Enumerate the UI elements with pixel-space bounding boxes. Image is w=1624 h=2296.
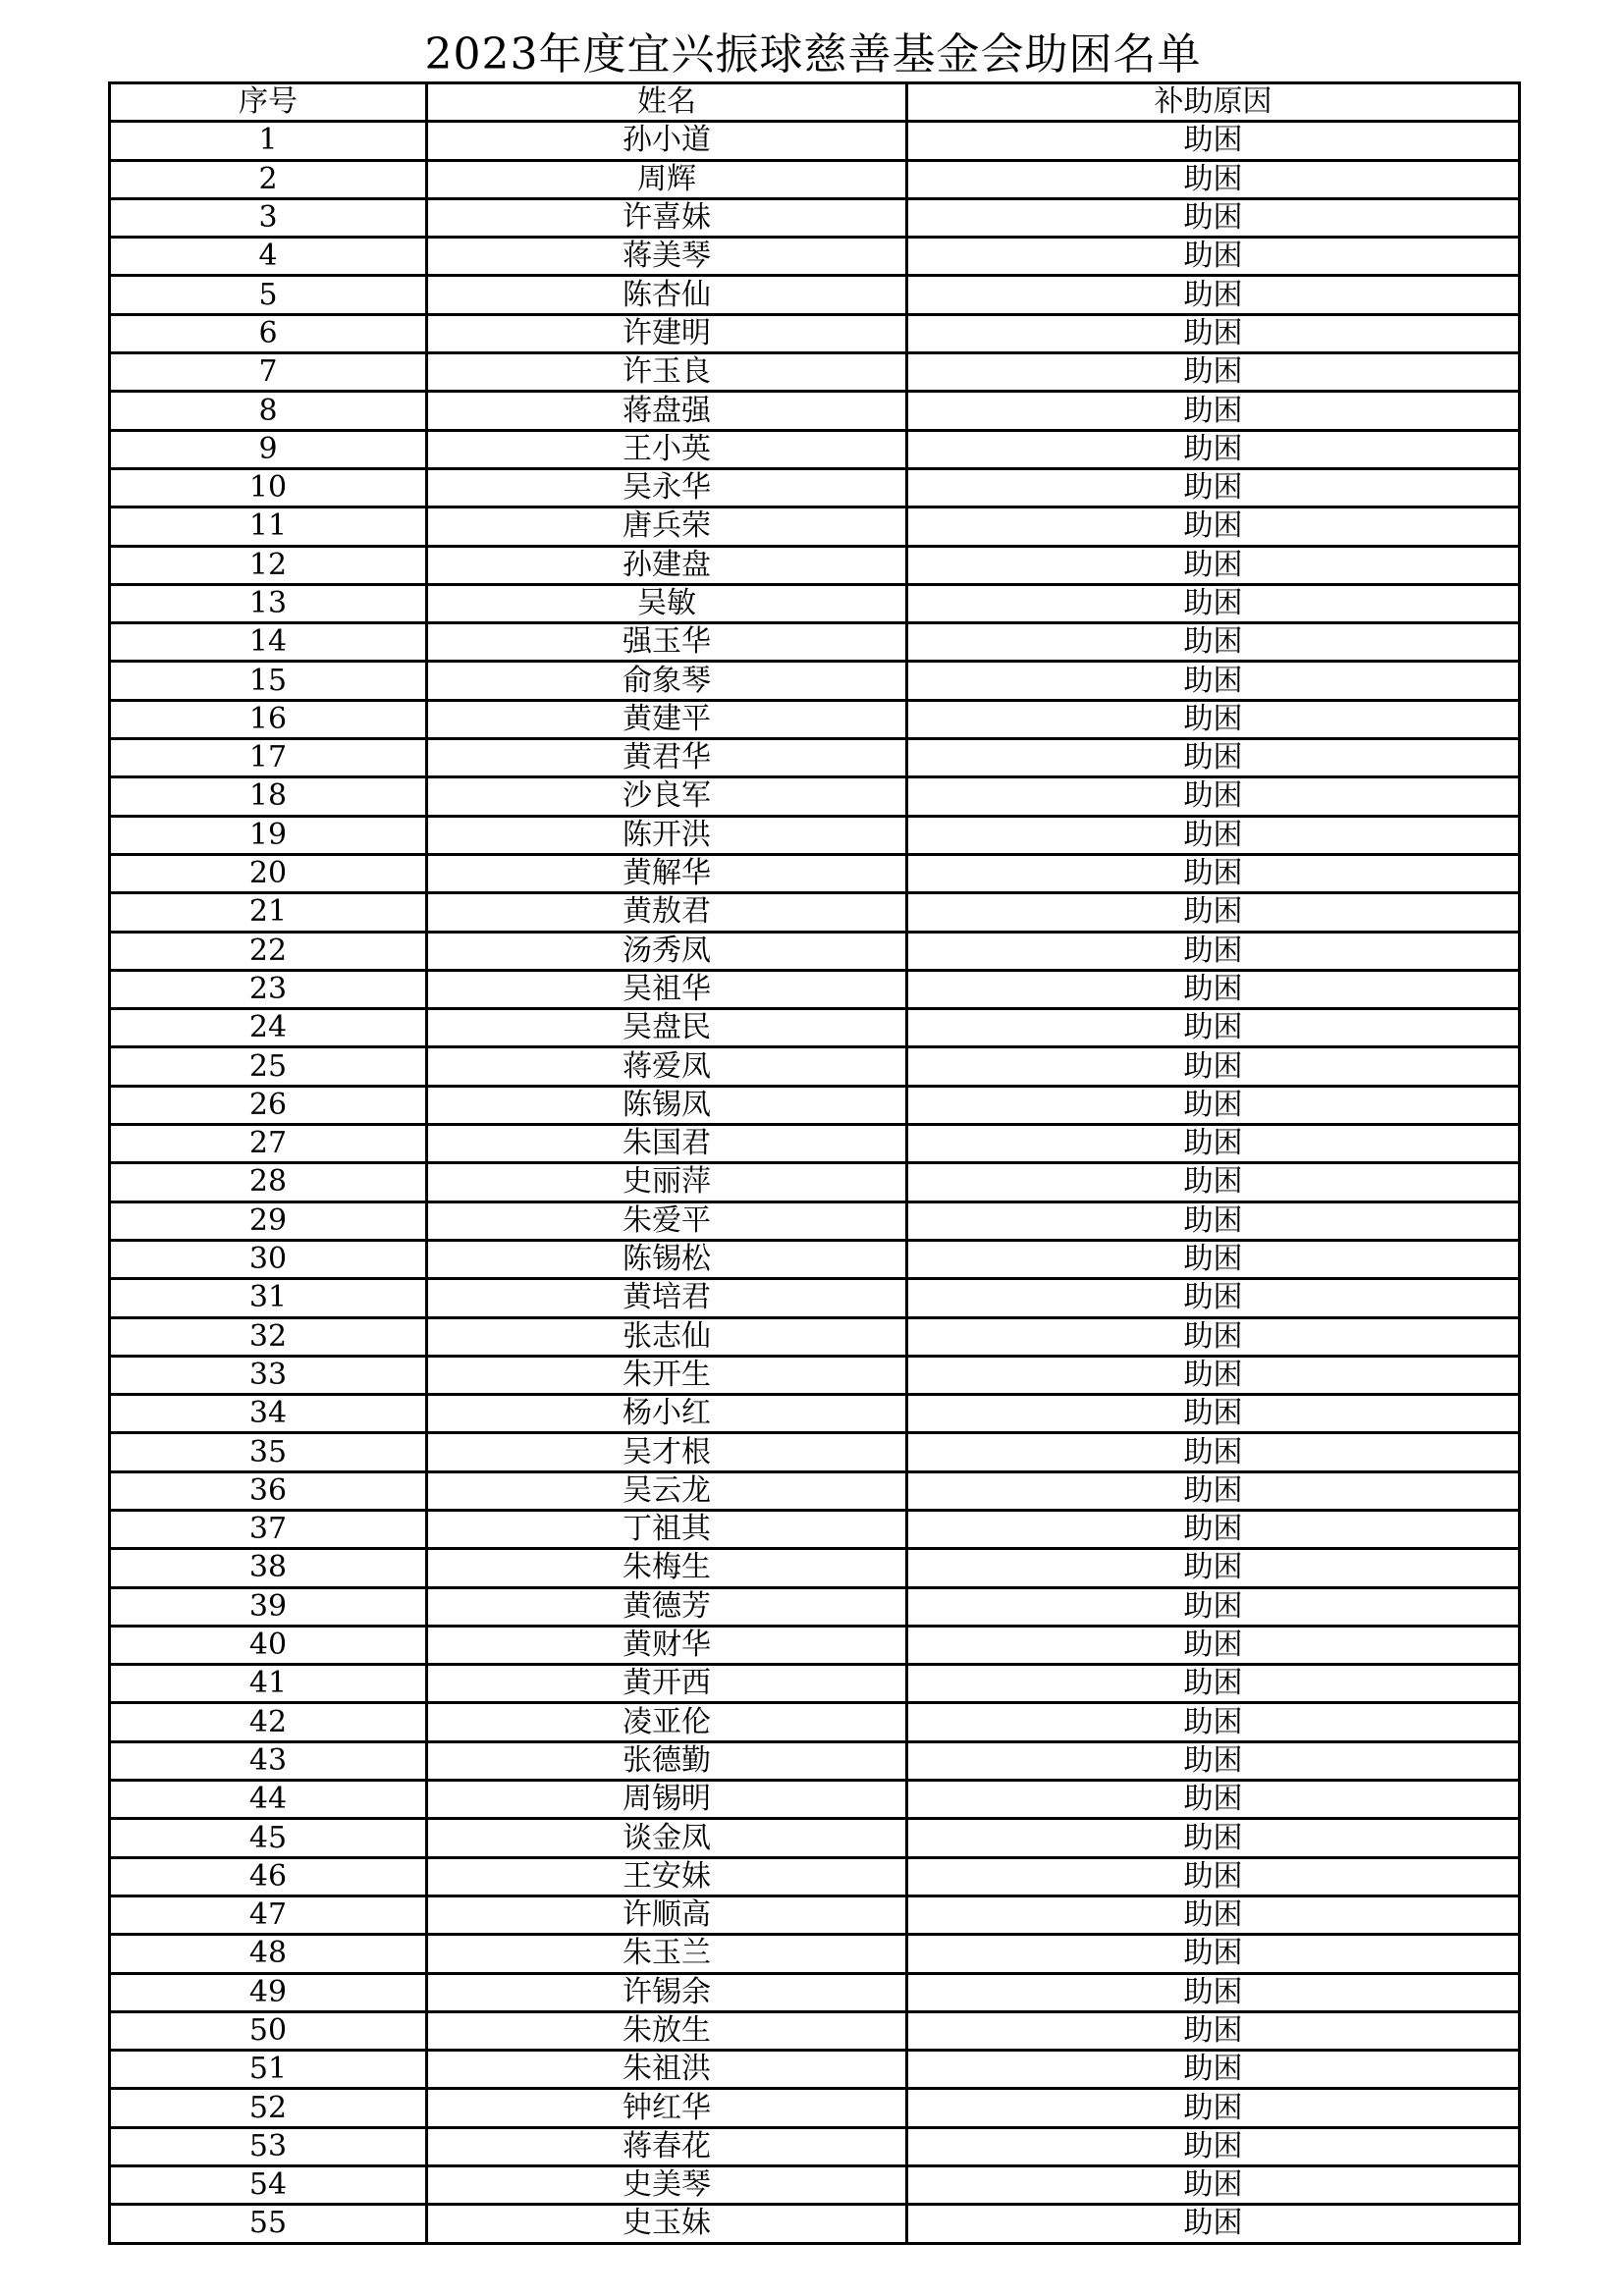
table-row [110, 1395, 1520, 1433]
cell-number: 46 [110, 1857, 427, 1896]
cell-name: 周锡明 [427, 1781, 907, 1819]
cell-reason: 助困 [907, 1587, 1520, 1626]
table-row [110, 198, 1520, 237]
cell-name: 许锡余 [427, 1973, 907, 2011]
cell-name: 吴永华 [427, 468, 907, 507]
table-row [110, 2127, 1520, 2165]
cell-number: 10 [110, 468, 427, 507]
cell-number: 3 [110, 198, 427, 237]
cell-name: 张志仙 [427, 1317, 907, 1356]
cell-reason: 助困 [907, 777, 1520, 816]
table-row [110, 777, 1520, 816]
cell-reason: 助困 [907, 700, 1520, 738]
cell-reason: 助困 [907, 468, 1520, 507]
cell-number: 30 [110, 1240, 427, 1278]
table-row [110, 314, 1520, 352]
cell-reason: 助困 [907, 1973, 1520, 2011]
cell-name: 吴才根 [427, 1433, 907, 1471]
cell-reason: 助困 [907, 122, 1520, 160]
cell-name: 黄解华 [427, 854, 907, 892]
cell-reason: 助困 [907, 584, 1520, 622]
table-row [110, 1279, 1520, 1317]
cell-name: 陈锡松 [427, 1240, 907, 1278]
cell-number: 15 [110, 662, 427, 700]
table-row [110, 160, 1520, 198]
cell-number: 41 [110, 1665, 427, 1703]
cell-number: 42 [110, 1703, 427, 1741]
cell-number: 48 [110, 1935, 427, 1973]
column-header-number: 序号 [110, 83, 427, 122]
cell-number: 31 [110, 1279, 427, 1317]
cell-reason: 助困 [907, 970, 1520, 1008]
table-row [110, 392, 1520, 430]
cell-number: 35 [110, 1433, 427, 1471]
table-row [110, 1781, 1520, 1819]
cell-name: 黄建平 [427, 700, 907, 738]
table-row [110, 739, 1520, 777]
table-row [110, 1973, 1520, 2011]
cell-number: 18 [110, 777, 427, 816]
cell-name: 朱祖洪 [427, 2051, 907, 2089]
cell-reason: 助困 [907, 854, 1520, 892]
table-row [110, 1896, 1520, 1934]
column-header-name: 姓名 [427, 83, 907, 122]
cell-number: 16 [110, 700, 427, 738]
cell-reason: 助困 [907, 2127, 1520, 2165]
cell-reason: 助困 [907, 2205, 1520, 2243]
cell-name: 黄德芳 [427, 1587, 907, 1626]
cell-reason: 助困 [907, 662, 1520, 700]
cell-name: 周辉 [427, 160, 907, 198]
table-row [110, 1510, 1520, 1548]
cell-name: 蒋春花 [427, 2127, 907, 2165]
table-row [110, 353, 1520, 392]
cell-number: 6 [110, 314, 427, 352]
cell-reason: 助困 [907, 1279, 1520, 1317]
cell-name: 吴盘民 [427, 1009, 907, 1047]
cell-name: 朱玉兰 [427, 1935, 907, 1973]
cell-number: 11 [110, 507, 427, 546]
cell-name: 丁祖其 [427, 1510, 907, 1548]
cell-number: 5 [110, 276, 427, 314]
cell-reason: 助困 [907, 1086, 1520, 1124]
cell-number: 50 [110, 2011, 427, 2050]
cell-name: 吴祖华 [427, 970, 907, 1008]
cell-name: 凌亚伦 [427, 1703, 907, 1741]
cell-reason: 助困 [907, 1781, 1520, 1819]
cell-number: 9 [110, 430, 427, 468]
cell-number: 49 [110, 1973, 427, 2011]
table-header-row [110, 83, 1520, 122]
cell-reason: 助困 [907, 1741, 1520, 1780]
cell-name: 汤秀凤 [427, 932, 907, 970]
table-row [110, 1240, 1520, 1278]
table-row [110, 1047, 1520, 1086]
cell-name: 许顺高 [427, 1896, 907, 1934]
cell-name: 蒋美琴 [427, 238, 907, 276]
cell-number: 17 [110, 739, 427, 777]
cell-name: 钟红华 [427, 2089, 907, 2127]
cell-reason: 助困 [907, 816, 1520, 854]
cell-name: 朱爱平 [427, 1201, 907, 1240]
table-row [110, 584, 1520, 622]
cell-number: 33 [110, 1356, 427, 1394]
cell-name: 孙建盘 [427, 546, 907, 584]
cell-number: 54 [110, 2166, 427, 2205]
cell-number: 22 [110, 932, 427, 970]
table-row [110, 468, 1520, 507]
cell-name: 史美琴 [427, 2166, 907, 2205]
cell-name: 张德勤 [427, 1741, 907, 1780]
cell-reason: 助困 [907, 353, 1520, 392]
table-row [110, 1201, 1520, 1240]
cell-name: 蒋爱凤 [427, 1047, 907, 1086]
cell-number: 21 [110, 893, 427, 932]
cell-number: 32 [110, 1317, 427, 1356]
cell-name: 黄培君 [427, 1279, 907, 1317]
cell-number: 19 [110, 816, 427, 854]
cell-reason: 助困 [907, 1626, 1520, 1664]
cell-name: 黄开西 [427, 1665, 907, 1703]
table-row [110, 893, 1520, 932]
cell-reason: 助困 [907, 1201, 1520, 1240]
cell-number: 13 [110, 584, 427, 622]
cell-name: 陈杏仙 [427, 276, 907, 314]
cell-reason: 助困 [907, 430, 1520, 468]
cell-number: 7 [110, 353, 427, 392]
table-row [110, 623, 1520, 662]
cell-name: 朱国君 [427, 1125, 907, 1163]
cell-number: 12 [110, 546, 427, 584]
cell-reason: 助困 [907, 314, 1520, 352]
cell-number: 47 [110, 1896, 427, 1934]
cell-number: 52 [110, 2089, 427, 2127]
cell-reason: 助困 [907, 507, 1520, 546]
table-row [110, 662, 1520, 700]
cell-number: 28 [110, 1163, 427, 1201]
page-title: 2023年度宜兴振球慈善基金会助困名单 [424, 29, 1202, 80]
table-row [110, 1125, 1520, 1163]
cell-reason: 助困 [907, 932, 1520, 970]
cell-name: 唐兵荣 [427, 507, 907, 546]
table-row [110, 1163, 1520, 1201]
cell-reason: 助困 [907, 1510, 1520, 1548]
cell-number: 14 [110, 623, 427, 662]
table-row [110, 1626, 1520, 1664]
cell-reason: 助困 [907, 1125, 1520, 1163]
table-row [110, 2205, 1520, 2243]
cell-reason: 助困 [907, 1935, 1520, 1973]
table-row [110, 1549, 1520, 1587]
column-header-reason: 补助原因 [907, 83, 1520, 122]
cell-reason: 助困 [907, 2166, 1520, 2205]
table-row [110, 1356, 1520, 1394]
cell-reason: 助困 [907, 160, 1520, 198]
table-row [110, 1317, 1520, 1356]
cell-name: 黄财华 [427, 1626, 907, 1664]
table-row [110, 1471, 1520, 1510]
table-row [110, 816, 1520, 854]
recipient-table [108, 81, 1521, 2245]
table-row [110, 1857, 1520, 1896]
table-row [110, 238, 1520, 276]
table-row [110, 2166, 1520, 2205]
table-row [110, 2089, 1520, 2127]
cell-name: 许建明 [427, 314, 907, 352]
cell-name: 朱开生 [427, 1356, 907, 1394]
cell-reason: 助困 [907, 2089, 1520, 2127]
cell-reason: 助困 [907, 1009, 1520, 1047]
cell-number: 1 [110, 122, 427, 160]
cell-name: 杨小红 [427, 1395, 907, 1433]
table-row [110, 276, 1520, 314]
cell-name: 吴云龙 [427, 1471, 907, 1510]
cell-number: 29 [110, 1201, 427, 1240]
cell-number: 43 [110, 1741, 427, 1780]
cell-number: 55 [110, 2205, 427, 2243]
cell-number: 45 [110, 1819, 427, 1857]
cell-name: 朱放生 [427, 2011, 907, 2050]
cell-reason: 助困 [907, 1356, 1520, 1394]
table-row [110, 1819, 1520, 1857]
cell-reason: 助困 [907, 1857, 1520, 1896]
cell-number: 38 [110, 1549, 427, 1587]
cell-name: 黄敖君 [427, 893, 907, 932]
cell-number: 8 [110, 392, 427, 430]
cell-name: 孙小道 [427, 122, 907, 160]
cell-name: 王小英 [427, 430, 907, 468]
table-row [110, 1935, 1520, 1973]
cell-number: 20 [110, 854, 427, 892]
table-row [110, 430, 1520, 468]
cell-name: 吴敏 [427, 584, 907, 622]
cell-reason: 助困 [907, 1549, 1520, 1587]
cell-name: 王安妹 [427, 1857, 907, 1896]
cell-reason: 助困 [907, 1395, 1520, 1433]
table-row [110, 1665, 1520, 1703]
cell-reason: 助困 [907, 623, 1520, 662]
cell-number: 40 [110, 1626, 427, 1664]
cell-reason: 助困 [907, 238, 1520, 276]
table-row [110, 1009, 1520, 1047]
cell-number: 39 [110, 1587, 427, 1626]
cell-number: 51 [110, 2051, 427, 2089]
cell-reason: 助困 [907, 893, 1520, 932]
cell-number: 4 [110, 238, 427, 276]
cell-name: 陈锡凤 [427, 1086, 907, 1124]
cell-name: 强玉华 [427, 623, 907, 662]
cell-name: 俞象琴 [427, 662, 907, 700]
cell-reason: 助困 [907, 1665, 1520, 1703]
cell-reason: 助困 [907, 1240, 1520, 1278]
cell-reason: 助困 [907, 1703, 1520, 1741]
cell-reason: 助困 [907, 1433, 1520, 1471]
cell-name: 许玉良 [427, 353, 907, 392]
cell-reason: 助困 [907, 1819, 1520, 1857]
cell-number: 36 [110, 1471, 427, 1510]
table-row [110, 1086, 1520, 1124]
table-row [110, 122, 1520, 160]
table-row [110, 2011, 1520, 2050]
cell-reason: 助困 [907, 392, 1520, 430]
cell-name: 史丽萍 [427, 1163, 907, 1201]
cell-reason: 助困 [907, 198, 1520, 237]
cell-name: 谈金凤 [427, 1819, 907, 1857]
cell-number: 25 [110, 1047, 427, 1086]
table-row [110, 546, 1520, 584]
table-row [110, 854, 1520, 892]
table-row [110, 932, 1520, 970]
cell-reason: 助困 [907, 2011, 1520, 2050]
cell-name: 陈开洪 [427, 816, 907, 854]
cell-reason: 助困 [907, 1471, 1520, 1510]
table-row [110, 1433, 1520, 1471]
cell-number: 53 [110, 2127, 427, 2165]
table-row [110, 1703, 1520, 1741]
cell-name: 蒋盘强 [427, 392, 907, 430]
table-row [110, 700, 1520, 738]
cell-number: 37 [110, 1510, 427, 1548]
cell-reason: 助困 [907, 739, 1520, 777]
cell-name: 许喜妹 [427, 198, 907, 237]
cell-number: 27 [110, 1125, 427, 1163]
cell-number: 23 [110, 970, 427, 1008]
table-row [110, 1741, 1520, 1780]
cell-name: 史玉妹 [427, 2205, 907, 2243]
cell-name: 沙良军 [427, 777, 907, 816]
cell-number: 2 [110, 160, 427, 198]
table-row [110, 970, 1520, 1008]
cell-number: 26 [110, 1086, 427, 1124]
cell-reason: 助困 [907, 1896, 1520, 1934]
cell-reason: 助困 [907, 2051, 1520, 2089]
cell-number: 34 [110, 1395, 427, 1433]
cell-reason: 助困 [907, 276, 1520, 314]
table-row [110, 1587, 1520, 1626]
cell-number: 44 [110, 1781, 427, 1819]
cell-name: 朱梅生 [427, 1549, 907, 1587]
cell-reason: 助困 [907, 1163, 1520, 1201]
cell-reason: 助困 [907, 1047, 1520, 1086]
table-row [110, 507, 1520, 546]
cell-reason: 助困 [907, 1317, 1520, 1356]
cell-number: 24 [110, 1009, 427, 1047]
table-row [110, 2051, 1520, 2089]
cell-reason: 助困 [907, 546, 1520, 584]
cell-name: 黄君华 [427, 739, 907, 777]
table-body [110, 122, 1520, 2243]
